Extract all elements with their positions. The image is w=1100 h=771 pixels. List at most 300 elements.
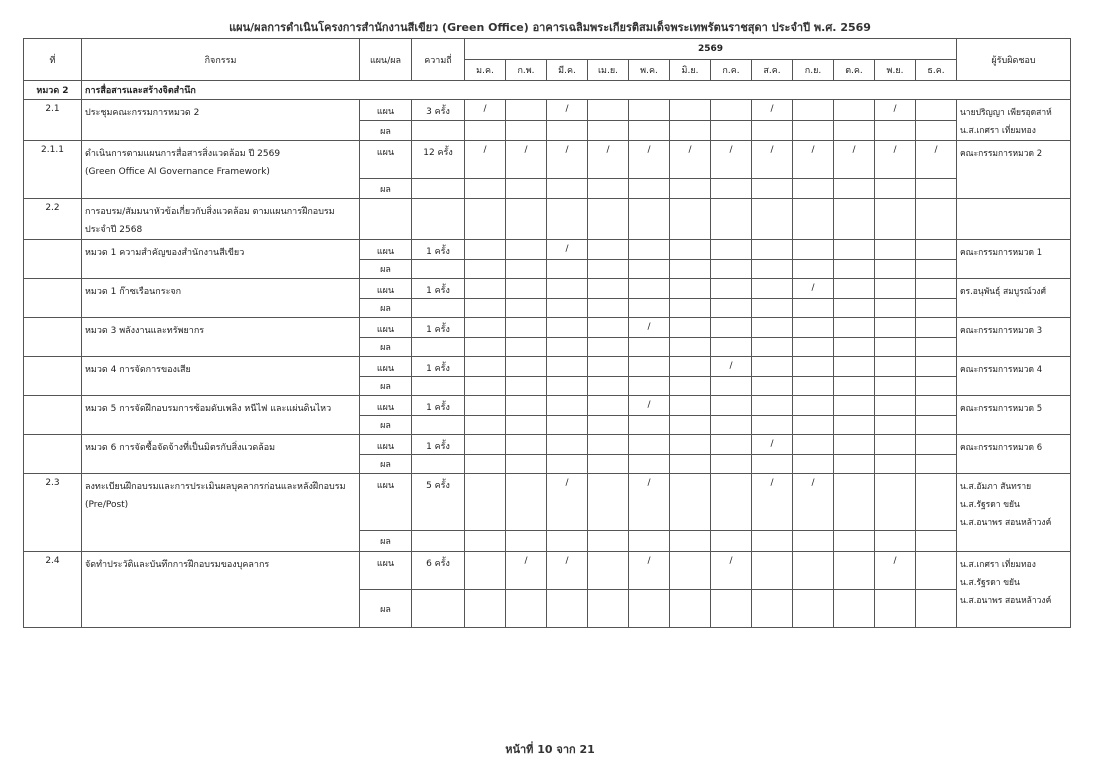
month-result-3 bbox=[547, 121, 588, 141]
plan-row bbox=[24, 100, 1071, 121]
month-cell-6 bbox=[670, 100, 711, 121]
month-cell-2: / bbox=[506, 141, 547, 179]
section-label: การสื่อสารและสร้างจิตสำนึก bbox=[82, 81, 1071, 100]
plan-label: แผน bbox=[360, 100, 412, 121]
month-cell-11 bbox=[875, 318, 916, 338]
month-result-7 bbox=[711, 299, 752, 318]
month-cell-10 bbox=[834, 552, 875, 590]
month-cell-8: / bbox=[752, 100, 793, 121]
frequency: 5 ครั้ง bbox=[412, 474, 465, 531]
empty-cell bbox=[629, 199, 670, 240]
month-cell-3 bbox=[547, 435, 588, 455]
month-cell-12 bbox=[916, 435, 957, 455]
activity-group-row bbox=[24, 199, 1071, 240]
month-cell-6 bbox=[670, 474, 711, 531]
empty-cell bbox=[412, 199, 465, 240]
month-result-5 bbox=[629, 299, 670, 318]
activity-label: หมวด 6 การจัดซื้อจัดจ้างที่เป็นมิตรกับสิ่งแวดล้อม bbox=[82, 435, 360, 474]
month-result-10 bbox=[834, 260, 875, 279]
month-cell-8 bbox=[752, 240, 793, 260]
frequency: 1 ครั้ง bbox=[412, 318, 465, 338]
month-cell-1 bbox=[465, 279, 506, 299]
month-result-1 bbox=[465, 590, 506, 628]
month-result-9 bbox=[793, 416, 834, 435]
month-result-6 bbox=[670, 455, 711, 474]
month-result-6 bbox=[670, 338, 711, 357]
empty-cell bbox=[360, 199, 412, 240]
month-result-8 bbox=[752, 179, 793, 199]
plan-row bbox=[24, 240, 1071, 260]
month-cell-9 bbox=[793, 552, 834, 590]
month-cell-7 bbox=[711, 279, 752, 299]
month-result-11 bbox=[875, 299, 916, 318]
month-cell-7 bbox=[711, 396, 752, 416]
month-result-10 bbox=[834, 590, 875, 628]
month-cell-2 bbox=[506, 396, 547, 416]
month-result-1 bbox=[465, 455, 506, 474]
month-result-5 bbox=[629, 121, 670, 141]
empty-cell bbox=[916, 199, 957, 240]
month-result-2 bbox=[506, 590, 547, 628]
month-cell-2 bbox=[506, 474, 547, 531]
result-label: ผล bbox=[360, 299, 412, 318]
month-cell-11 bbox=[875, 357, 916, 377]
activity-label: หมวด 1 ก๊าซเรือนกระจก bbox=[82, 279, 360, 318]
month-cell-9: / bbox=[793, 279, 834, 299]
month-cell-10 bbox=[834, 240, 875, 260]
month-result-1 bbox=[465, 260, 506, 279]
month-cell-2 bbox=[506, 435, 547, 455]
empty-cell bbox=[588, 199, 629, 240]
month-cell-12 bbox=[916, 318, 957, 338]
month-cell-6 bbox=[670, 552, 711, 590]
frequency: 3 ครั้ง bbox=[412, 100, 465, 121]
month-cell-3: / bbox=[547, 141, 588, 179]
month-cell-10 bbox=[834, 474, 875, 531]
plan-label: แผน bbox=[360, 318, 412, 338]
month-cell-11: / bbox=[875, 100, 916, 121]
frequency-result bbox=[412, 338, 465, 357]
month-cell-10 bbox=[834, 318, 875, 338]
responsible: นายปริญญา เพียรอุดสาห์ น.ส.เกศรา เที่ยมทอง bbox=[957, 100, 1071, 141]
month-result-10 bbox=[834, 338, 875, 357]
month-cell-12 bbox=[916, 396, 957, 416]
month-header: ธ.ค. bbox=[916, 60, 957, 81]
month-cell-8 bbox=[752, 279, 793, 299]
month-result-12 bbox=[916, 260, 957, 279]
month-result-6 bbox=[670, 416, 711, 435]
empty-cell bbox=[711, 199, 752, 240]
activity-label: การอบรม/สัมมนาหัวข้อเกี่ยวกับสิ่งแวดล้อม ตามแผนการฝึกอบรม ประจำปี 2568 bbox=[82, 199, 360, 240]
month-result-4 bbox=[588, 260, 629, 279]
month-cell-7 bbox=[711, 240, 752, 260]
frequency: 1 ครั้ง bbox=[412, 396, 465, 416]
month-cell-3: / bbox=[547, 474, 588, 531]
month-result-4 bbox=[588, 299, 629, 318]
row-number bbox=[24, 357, 82, 396]
month-result-3 bbox=[547, 531, 588, 552]
month-result-3 bbox=[547, 416, 588, 435]
month-cell-8 bbox=[752, 357, 793, 377]
month-result-10 bbox=[834, 455, 875, 474]
page-title: แผน/ผลการดำเนินโครงการสำนักงานสีเขียว (Green Office) อาคารเฉลิมพระเกียรติสมเด็จพระเทพรัตนราชสุดา ประจำปี พ.ศ. 2569 bbox=[229, 21, 871, 34]
month-result-10 bbox=[834, 377, 875, 396]
responsible: ดร.อนุพันธุ์ สมบูรณ์วงศ์ bbox=[957, 279, 1071, 318]
month-result-10 bbox=[834, 299, 875, 318]
month-result-3 bbox=[547, 590, 588, 628]
plan-label: แผน bbox=[360, 357, 412, 377]
plan-row bbox=[24, 435, 1071, 455]
month-cell-1 bbox=[465, 435, 506, 455]
month-result-7 bbox=[711, 531, 752, 552]
month-result-11 bbox=[875, 590, 916, 628]
month-header: ก.ย. bbox=[793, 60, 834, 81]
month-cell-5 bbox=[629, 357, 670, 377]
header-activity: กิจกรรม bbox=[82, 39, 360, 81]
month-result-7 bbox=[711, 590, 752, 628]
month-cell-10 bbox=[834, 357, 875, 377]
empty-cell bbox=[506, 199, 547, 240]
month-header: พ.ย. bbox=[875, 60, 916, 81]
month-cell-12 bbox=[916, 100, 957, 121]
month-result-11 bbox=[875, 531, 916, 552]
month-cell-6 bbox=[670, 279, 711, 299]
month-result-1 bbox=[465, 338, 506, 357]
frequency: 12 ครั้ง bbox=[412, 141, 465, 179]
month-result-10 bbox=[834, 121, 875, 141]
responsible: คณะกรรมการหมวด 2 bbox=[957, 141, 1071, 199]
month-result-2 bbox=[506, 531, 547, 552]
month-cell-2 bbox=[506, 240, 547, 260]
month-result-2 bbox=[506, 455, 547, 474]
empty-cell bbox=[875, 199, 916, 240]
month-cell-10: / bbox=[834, 141, 875, 179]
month-result-6 bbox=[670, 531, 711, 552]
month-result-1 bbox=[465, 121, 506, 141]
header-year: 2569 bbox=[465, 39, 957, 60]
month-result-2 bbox=[506, 260, 547, 279]
empty-cell bbox=[834, 199, 875, 240]
month-result-2 bbox=[506, 179, 547, 199]
activity-label: ประชุมคณะกรรมการหมวด 2 bbox=[82, 100, 360, 141]
month-header: เม.ย. bbox=[588, 60, 629, 81]
result-label: ผล bbox=[360, 260, 412, 279]
plan-label: แผน bbox=[360, 141, 412, 179]
row-number bbox=[24, 240, 82, 279]
month-cell-12 bbox=[916, 552, 957, 590]
month-result-11 bbox=[875, 260, 916, 279]
month-result-8 bbox=[752, 531, 793, 552]
month-cell-3: / bbox=[547, 100, 588, 121]
month-cell-7: / bbox=[711, 357, 752, 377]
responsible: คณะกรรมการหมวด 1 bbox=[957, 240, 1071, 279]
activity-label: ลงทะเบียนฝึกอบรมและการประเมินผลบุคลากรก่อนและหลังฝึกอบรม (Pre/Post) bbox=[82, 474, 360, 552]
month-result-3 bbox=[547, 260, 588, 279]
month-result-3 bbox=[547, 377, 588, 396]
responsible: น.ส.เกศรา เที่ยมทอง น.ส.รัฐรดา ขยัน น.ส.อนาพร สอนหล้าวงค์ bbox=[957, 552, 1071, 628]
header-responsible: ผู้รับผิดชอบ bbox=[957, 39, 1071, 81]
result-label: ผล bbox=[360, 590, 412, 628]
month-header: พ.ค. bbox=[629, 60, 670, 81]
month-result-6 bbox=[670, 260, 711, 279]
section-row bbox=[24, 81, 1071, 100]
month-cell-12 bbox=[916, 279, 957, 299]
plan-row bbox=[24, 357, 1071, 377]
month-cell-10 bbox=[834, 100, 875, 121]
month-result-4 bbox=[588, 377, 629, 396]
month-cell-9: / bbox=[793, 141, 834, 179]
row-number bbox=[24, 396, 82, 435]
empty-cell bbox=[465, 199, 506, 240]
month-cell-5: / bbox=[629, 318, 670, 338]
month-cell-4 bbox=[588, 279, 629, 299]
month-cell-10 bbox=[834, 279, 875, 299]
month-cell-7 bbox=[711, 474, 752, 531]
month-cell-5: / bbox=[629, 141, 670, 179]
month-cell-3 bbox=[547, 357, 588, 377]
month-cell-5 bbox=[629, 279, 670, 299]
frequency-result bbox=[412, 179, 465, 199]
frequency-result bbox=[412, 416, 465, 435]
frequency: 1 ครั้ง bbox=[412, 357, 465, 377]
result-label: ผล bbox=[360, 338, 412, 357]
month-result-6 bbox=[670, 590, 711, 628]
frequency-result bbox=[412, 455, 465, 474]
frequency-result bbox=[412, 299, 465, 318]
month-result-5 bbox=[629, 260, 670, 279]
row-number: 2.2 bbox=[24, 199, 82, 240]
frequency-result bbox=[412, 260, 465, 279]
month-cell-4 bbox=[588, 396, 629, 416]
month-cell-3: / bbox=[547, 240, 588, 260]
month-cell-5 bbox=[629, 240, 670, 260]
month-result-5 bbox=[629, 179, 670, 199]
month-cell-9 bbox=[793, 435, 834, 455]
month-result-4 bbox=[588, 338, 629, 357]
activity-label: หมวด 3 พลังงานและทรัพยากร bbox=[82, 318, 360, 357]
month-cell-4 bbox=[588, 552, 629, 590]
responsible: คณะกรรมการหมวด 3 bbox=[957, 318, 1071, 357]
month-result-12 bbox=[916, 299, 957, 318]
month-cell-6: / bbox=[670, 141, 711, 179]
month-cell-2 bbox=[506, 100, 547, 121]
month-header: ม.ค. bbox=[465, 60, 506, 81]
row-number bbox=[24, 279, 82, 318]
month-result-11 bbox=[875, 455, 916, 474]
frequency-result bbox=[412, 590, 465, 628]
month-cell-7 bbox=[711, 318, 752, 338]
month-cell-3: / bbox=[547, 552, 588, 590]
row-number bbox=[24, 318, 82, 357]
month-result-12 bbox=[916, 338, 957, 357]
month-result-4 bbox=[588, 590, 629, 628]
month-result-3 bbox=[547, 179, 588, 199]
activity-label: หมวด 4 การจัดการของเสีย bbox=[82, 357, 360, 396]
row-number: 2.3 bbox=[24, 474, 82, 552]
month-cell-8: / bbox=[752, 474, 793, 531]
month-result-11 bbox=[875, 377, 916, 396]
month-cell-1 bbox=[465, 318, 506, 338]
month-result-9 bbox=[793, 590, 834, 628]
month-cell-12 bbox=[916, 474, 957, 531]
month-result-1 bbox=[465, 377, 506, 396]
plan-row bbox=[24, 279, 1071, 299]
month-cell-1 bbox=[465, 357, 506, 377]
responsible: น.ส.อัมภา สันทราย น.ส.รัฐรดา ขยัน น.ส.อนาพร สอนหล้าวงค์ bbox=[957, 474, 1071, 552]
plan-row bbox=[24, 474, 1071, 531]
month-result-1 bbox=[465, 299, 506, 318]
month-cell-4 bbox=[588, 318, 629, 338]
month-cell-4 bbox=[588, 435, 629, 455]
month-result-1 bbox=[465, 531, 506, 552]
month-result-2 bbox=[506, 121, 547, 141]
month-cell-9 bbox=[793, 396, 834, 416]
plan-label: แผน bbox=[360, 435, 412, 455]
month-result-2 bbox=[506, 338, 547, 357]
row-number: 2.1.1 bbox=[24, 141, 82, 199]
month-result-4 bbox=[588, 531, 629, 552]
month-result-11 bbox=[875, 179, 916, 199]
row-number: 2.1 bbox=[24, 100, 82, 141]
month-result-11 bbox=[875, 121, 916, 141]
month-cell-7: / bbox=[711, 552, 752, 590]
row-number bbox=[24, 435, 82, 474]
month-result-12 bbox=[916, 179, 957, 199]
plan-label: แผน bbox=[360, 552, 412, 590]
month-cell-6 bbox=[670, 240, 711, 260]
month-result-9 bbox=[793, 299, 834, 318]
month-result-9 bbox=[793, 455, 834, 474]
empty-cell bbox=[670, 199, 711, 240]
empty-cell bbox=[752, 199, 793, 240]
month-result-8 bbox=[752, 260, 793, 279]
month-cell-9 bbox=[793, 100, 834, 121]
month-cell-3 bbox=[547, 396, 588, 416]
month-result-2 bbox=[506, 299, 547, 318]
result-label: ผล bbox=[360, 377, 412, 396]
month-cell-8 bbox=[752, 318, 793, 338]
month-result-7 bbox=[711, 121, 752, 141]
activity-label: หมวด 1 ความสำคัญของสำนักงานสีเขียว bbox=[82, 240, 360, 279]
month-cell-11 bbox=[875, 396, 916, 416]
month-result-4 bbox=[588, 121, 629, 141]
month-cell-4 bbox=[588, 357, 629, 377]
empty-cell bbox=[957, 199, 1071, 240]
month-result-4 bbox=[588, 179, 629, 199]
month-cell-12: / bbox=[916, 141, 957, 179]
month-result-5 bbox=[629, 590, 670, 628]
month-result-3 bbox=[547, 338, 588, 357]
frequency: 6 ครั้ง bbox=[412, 552, 465, 590]
month-result-5 bbox=[629, 377, 670, 396]
month-result-7 bbox=[711, 377, 752, 396]
activity-label: หมวด 5 การจัดฝึกอบรมการซ้อมดับเพลิง หนีไฟ และแผ่นดินไหว bbox=[82, 396, 360, 435]
month-cell-11 bbox=[875, 279, 916, 299]
month-result-8 bbox=[752, 299, 793, 318]
plan-row bbox=[24, 141, 1071, 179]
month-cell-10 bbox=[834, 435, 875, 455]
plan-row bbox=[24, 396, 1071, 416]
month-result-8 bbox=[752, 377, 793, 396]
section-number: หมวด 2 bbox=[24, 81, 82, 100]
empty-cell bbox=[793, 199, 834, 240]
month-cell-3 bbox=[547, 318, 588, 338]
month-result-1 bbox=[465, 416, 506, 435]
month-result-11 bbox=[875, 416, 916, 435]
month-result-6 bbox=[670, 377, 711, 396]
month-cell-4 bbox=[588, 474, 629, 531]
month-cell-8 bbox=[752, 396, 793, 416]
month-cell-1: / bbox=[465, 141, 506, 179]
month-result-7 bbox=[711, 455, 752, 474]
month-header: ก.พ. bbox=[506, 60, 547, 81]
frequency-result bbox=[412, 377, 465, 396]
month-cell-9 bbox=[793, 318, 834, 338]
month-result-12 bbox=[916, 416, 957, 435]
month-cell-8 bbox=[752, 552, 793, 590]
month-result-3 bbox=[547, 455, 588, 474]
month-result-7 bbox=[711, 338, 752, 357]
month-result-2 bbox=[506, 416, 547, 435]
month-cell-9: / bbox=[793, 474, 834, 531]
month-cell-2: / bbox=[506, 552, 547, 590]
result-label: ผล bbox=[360, 416, 412, 435]
plan-label: แผน bbox=[360, 474, 412, 531]
result-label: ผล bbox=[360, 121, 412, 141]
frequency-result bbox=[412, 121, 465, 141]
month-result-1 bbox=[465, 179, 506, 199]
activity-label: จัดทำประวัติและบันทึกการฝึกอบรมของบุคลากร bbox=[82, 552, 360, 628]
month-cell-9 bbox=[793, 357, 834, 377]
month-cell-12 bbox=[916, 357, 957, 377]
month-cell-1 bbox=[465, 240, 506, 260]
header-no: ที่ bbox=[24, 39, 82, 81]
month-cell-4: / bbox=[588, 141, 629, 179]
month-header: ต.ค. bbox=[834, 60, 875, 81]
month-header: ส.ค. bbox=[752, 60, 793, 81]
month-result-9 bbox=[793, 531, 834, 552]
plan-label: แผน bbox=[360, 240, 412, 260]
month-cell-3 bbox=[547, 279, 588, 299]
month-result-12 bbox=[916, 531, 957, 552]
month-result-5 bbox=[629, 416, 670, 435]
result-label: ผล bbox=[360, 455, 412, 474]
frequency: 1 ครั้ง bbox=[412, 279, 465, 299]
header-plan-result: แผน/ผล bbox=[360, 39, 412, 81]
month-cell-6 bbox=[670, 396, 711, 416]
month-result-12 bbox=[916, 121, 957, 141]
month-result-4 bbox=[588, 455, 629, 474]
month-result-7 bbox=[711, 260, 752, 279]
month-cell-11: / bbox=[875, 552, 916, 590]
empty-cell bbox=[547, 199, 588, 240]
plan-label: แผน bbox=[360, 396, 412, 416]
month-result-5 bbox=[629, 455, 670, 474]
month-result-9 bbox=[793, 260, 834, 279]
result-label: ผล bbox=[360, 179, 412, 199]
month-cell-1 bbox=[465, 474, 506, 531]
month-cell-11 bbox=[875, 240, 916, 260]
month-cell-5: / bbox=[629, 396, 670, 416]
month-result-10 bbox=[834, 531, 875, 552]
month-result-9 bbox=[793, 377, 834, 396]
header-frequency: ความถี่ bbox=[412, 39, 465, 81]
month-header: มิ.ย. bbox=[670, 60, 711, 81]
frequency: 1 ครั้ง bbox=[412, 240, 465, 260]
month-cell-7: / bbox=[711, 141, 752, 179]
page-footer: หน้าที่ 10 จาก 21 bbox=[505, 743, 595, 756]
month-cell-2 bbox=[506, 279, 547, 299]
